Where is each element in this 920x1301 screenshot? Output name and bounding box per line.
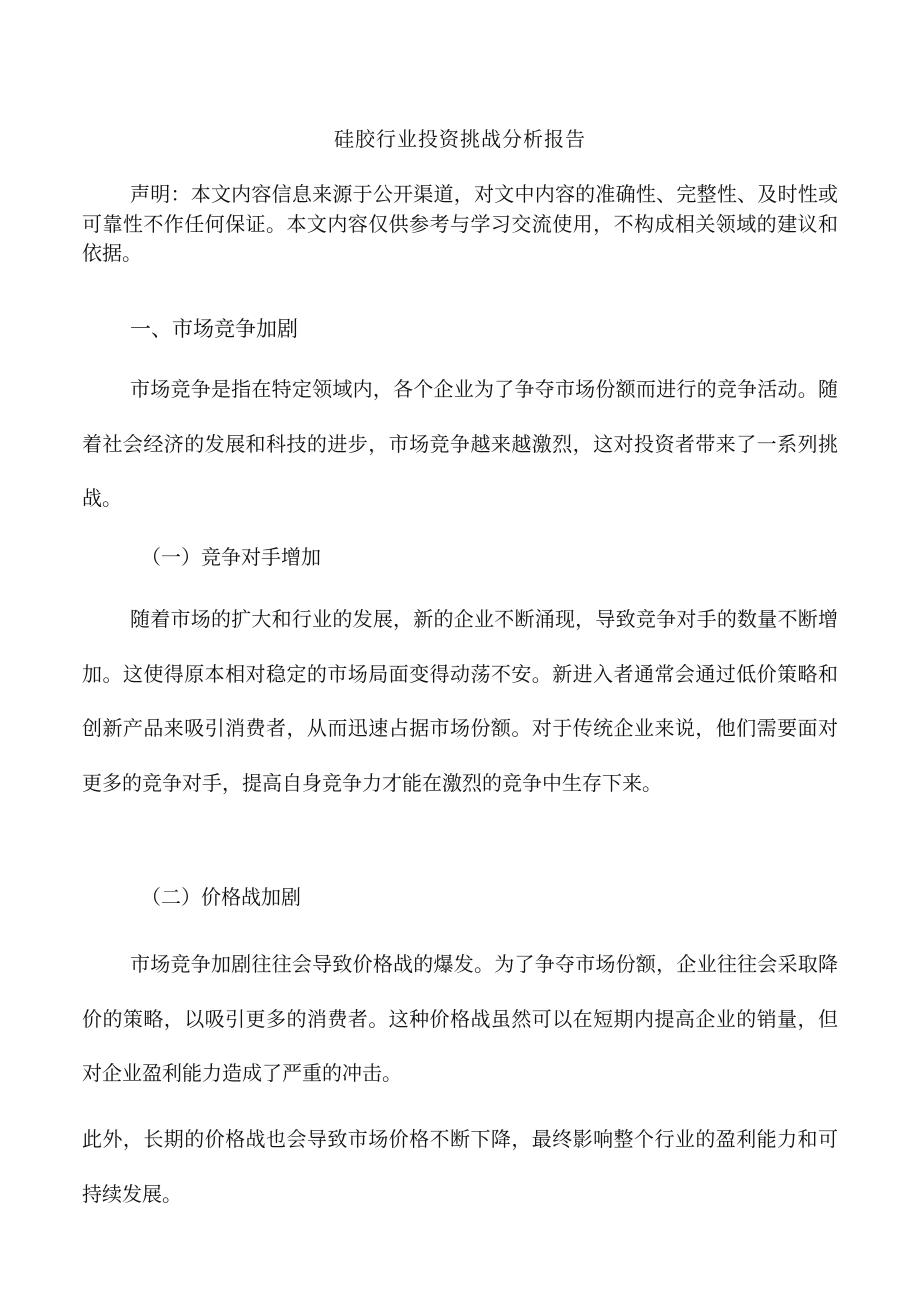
competitors-paragraph: 随着市场的扩大和行业的发展，新的企业不断涌现，导致竞争对手的数量不断增加。这使得原本相对稳定的市场局面变得动荡不安。新进入者通常会通过低价策略和创新产品来吸引消费者，从而迅速占据市场份额。对于传统企业来说，他们需要面对更多的竞争对手，提高自身竞争力才能在激烈的竞争中生存下来。 [82, 607, 838, 795]
section-intro-paragraph: 市场竞争是指在特定领域内，各个企业为了争夺市场份额而进行的竞争活动。随着社会经济的发展和科技的进步，市场竞争越来越激烈，这对投资者带来了一系列挑战。 [82, 377, 838, 510]
price-war-followup-paragraph: 此外，长期的价格战也会导致市场价格不断下降，最终影响整个行业的盈利能力和可持续发展。 [82, 1127, 838, 1206]
section-heading-market-competition: 一、市场竞争加剧 [130, 317, 298, 341]
disclaimer-paragraph: 声明：本文内容信息来源于公开渠道，对文中内容的准确性、完整性、及时性或可靠性不作任何保证。本文内容仅供参考与学习交流使用，不构成相关领域的建议和依据。 [82, 182, 838, 265]
subsection-heading-competitors: （一）竞争对手增加 [141, 545, 321, 569]
document-title: 硅胶行业投资挑战分析报告 [334, 127, 586, 151]
subsection-heading-price-war: （二）价格战加剧 [141, 885, 301, 909]
price-war-paragraph: 市场竞争加剧往往会导致价格战的爆发。为了争夺市场份额，企业往往会采取降价的策略，以吸引更多的消费者。这种价格战虽然可以在短期内提高企业的销量，但对企业盈利能力造成了严重的冲击。 [82, 952, 838, 1085]
